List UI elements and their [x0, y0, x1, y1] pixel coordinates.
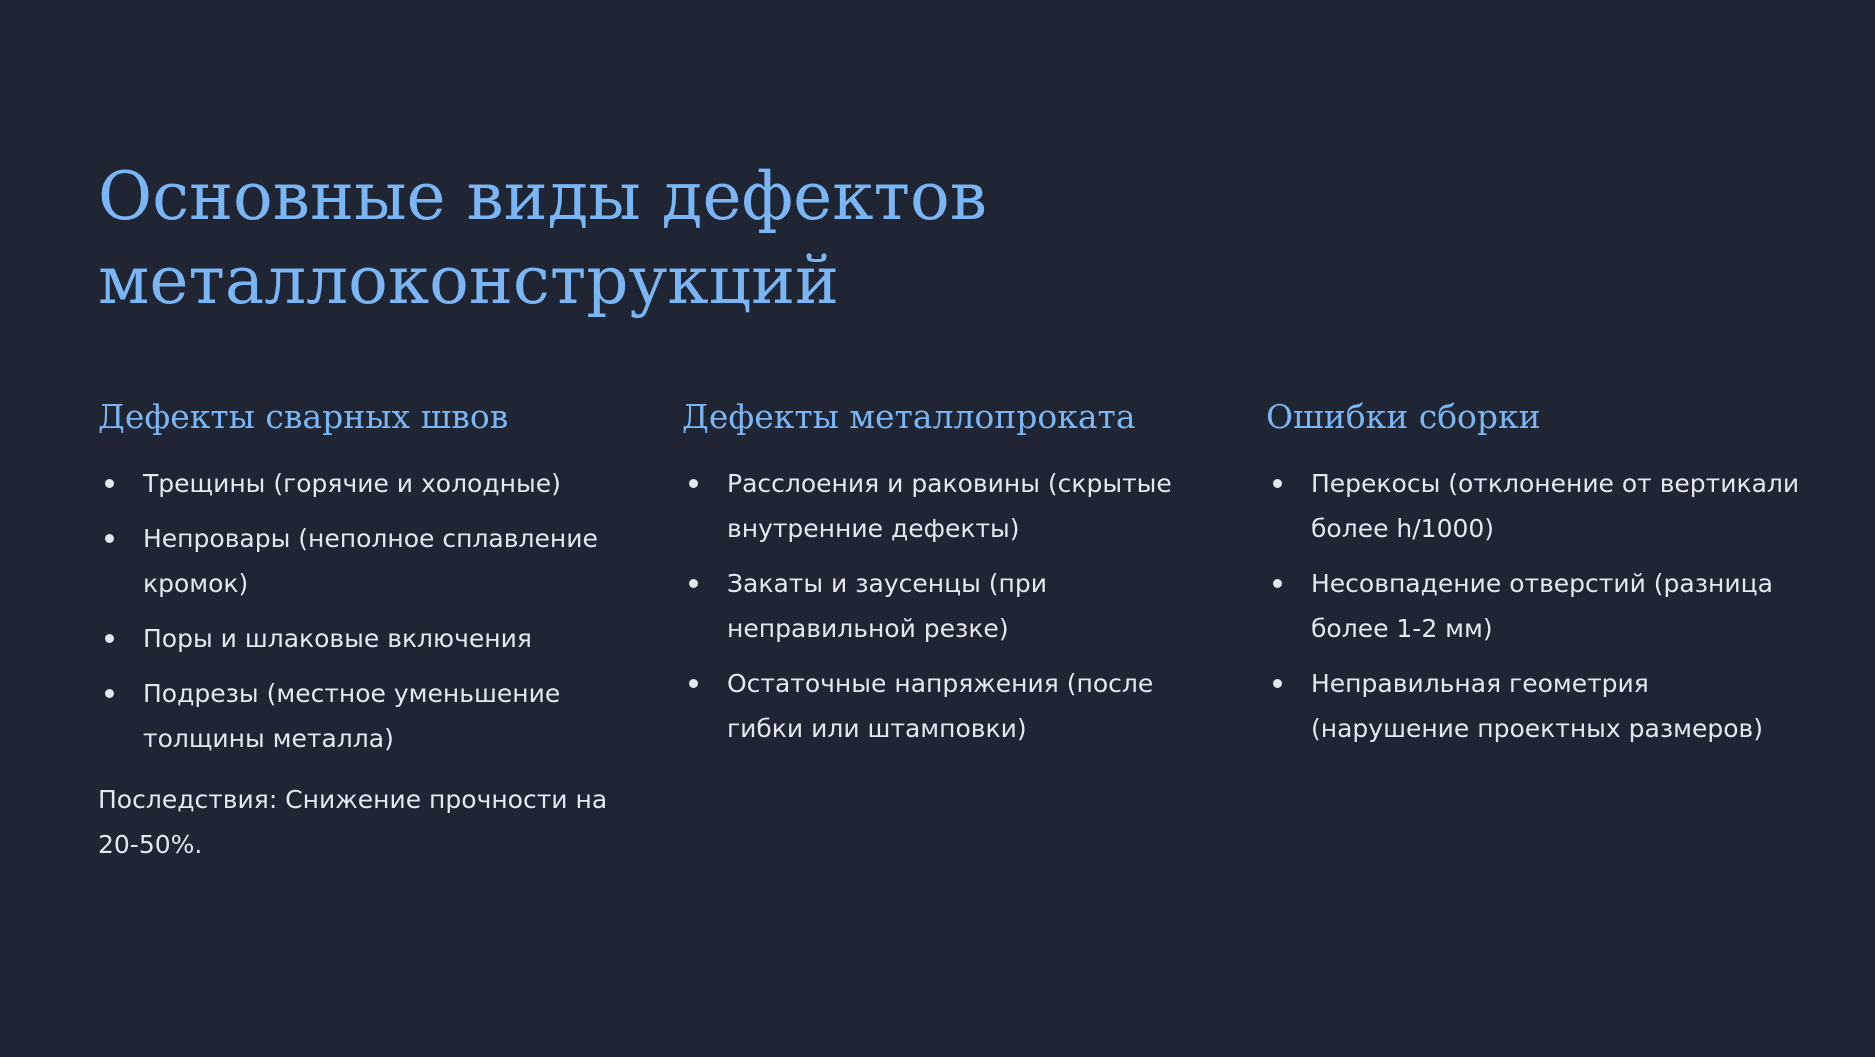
- list-item: [98, 671, 638, 761]
- list-item-text: Непровары (неполное сплавление кромок): [143, 524, 598, 598]
- column-rolled-metal-defects: [682, 393, 1202, 761]
- list-item: [98, 516, 638, 606]
- bullet-icon: [1273, 679, 1282, 688]
- list-item-text: Расслоения и раковины (скрытые внутренние дефекты): [727, 469, 1172, 543]
- list-item: [1266, 661, 1806, 751]
- bullet-list: [98, 461, 638, 761]
- list-item: [682, 461, 1202, 551]
- list-item-text: Неправильная геометрия (нарушение проектных размеров): [1311, 669, 1764, 743]
- slide: [98, 155, 1800, 859]
- bullet-list: [682, 461, 1202, 751]
- bullet-icon: [1273, 479, 1282, 488]
- slide-title: Основные виды дефектов металлоконструкций: [98, 158, 987, 319]
- list-item-text: Поры и шлаковые включения: [143, 624, 532, 653]
- list-item-text: Трещины (горячие и холодные): [143, 469, 561, 498]
- consequence-note: Последствия: Снижение прочности на 20-50%.: [98, 785, 608, 859]
- bullet-icon: [105, 479, 114, 488]
- list-item-text: Подрезы (местное уменьшение толщины металла): [143, 679, 561, 753]
- list-item: [1266, 561, 1806, 651]
- list-item-text: Перекосы (отклонение от вертикали более h/1000): [1311, 469, 1800, 543]
- bullet-icon: [689, 679, 698, 688]
- list-item-text: Остаточные напряжения (после гибки или штамповки): [727, 669, 1154, 743]
- list-item: [98, 461, 638, 506]
- list-item-text: Несовпадение отверстий (разница более 1-2 мм): [1311, 569, 1773, 643]
- list-item: [682, 561, 1202, 651]
- column-weld-defects: [98, 393, 638, 867]
- column-assembly-errors: [1266, 393, 1806, 761]
- column-heading: Дефекты сварных швов: [98, 397, 509, 436]
- column-heading: Дефекты металлопроката: [682, 397, 1136, 436]
- list-item: [1266, 461, 1806, 551]
- bullet-icon: [689, 579, 698, 588]
- list-item-text: Закаты и заусенцы (при неправильной резке): [727, 569, 1048, 643]
- bullet-icon: [1273, 579, 1282, 588]
- bullet-icon: [689, 479, 698, 488]
- bullet-icon: [105, 634, 114, 643]
- bullet-icon: [105, 689, 114, 698]
- list-item: [98, 616, 638, 661]
- list-item: [682, 661, 1202, 751]
- bullet-list: [1266, 461, 1806, 751]
- bullet-icon: [105, 534, 114, 543]
- column-heading: Ошибки сборки: [1266, 397, 1541, 436]
